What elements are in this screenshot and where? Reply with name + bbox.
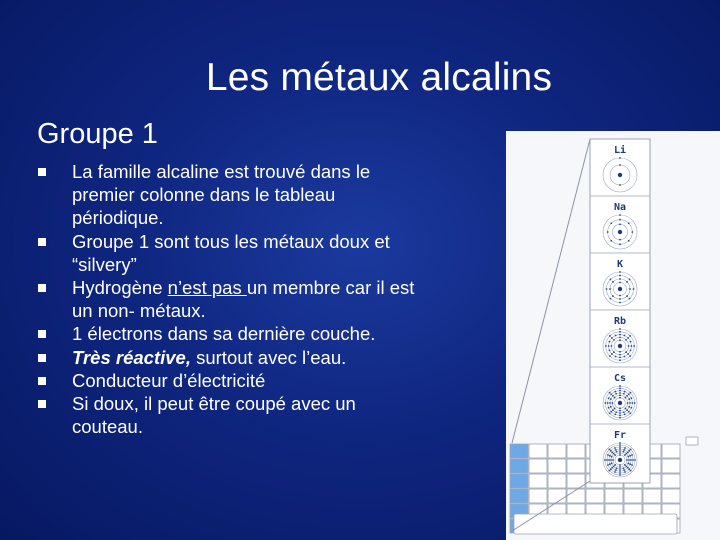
electron-dot bbox=[615, 411, 617, 413]
table-cell bbox=[567, 489, 585, 503]
callout-line bbox=[512, 139, 590, 443]
electron-dot bbox=[628, 468, 630, 470]
bullet-text-before: Hydrogène bbox=[72, 277, 168, 299]
table-cell bbox=[548, 459, 566, 473]
electron-dot bbox=[633, 288, 635, 290]
electron-dot bbox=[629, 355, 631, 357]
electron-dot bbox=[631, 402, 633, 404]
electron-dot bbox=[614, 413, 616, 415]
electron-dot bbox=[626, 459, 628, 461]
group1-cell bbox=[510, 489, 528, 503]
electron-dot bbox=[628, 459, 630, 461]
electron-dot bbox=[611, 463, 613, 465]
table-cell bbox=[567, 444, 585, 458]
electron-dot bbox=[619, 298, 621, 300]
electron-dot bbox=[631, 345, 633, 347]
electron-dot bbox=[623, 393, 625, 395]
nucleus bbox=[618, 287, 622, 291]
electron-dot bbox=[619, 219, 621, 221]
group1-cell bbox=[510, 459, 528, 473]
electron-dot bbox=[611, 402, 613, 404]
element-symbol: Rb bbox=[613, 316, 627, 327]
electron-dot bbox=[619, 468, 621, 470]
electron-dot bbox=[626, 281, 628, 283]
electron-dot bbox=[610, 450, 612, 452]
electron-dot bbox=[630, 448, 632, 450]
electron-dot bbox=[610, 406, 612, 408]
electron-dot bbox=[619, 390, 621, 392]
nucleus bbox=[618, 230, 622, 234]
electron-dot bbox=[619, 351, 621, 353]
electron-dot bbox=[619, 450, 621, 452]
electron-dot bbox=[628, 406, 630, 408]
bullet-item bbox=[38, 276, 428, 322]
electron-dot bbox=[610, 459, 612, 461]
electron-dot bbox=[604, 402, 606, 404]
electron-dot bbox=[627, 467, 629, 469]
electron-dot bbox=[628, 411, 630, 413]
bullet-text: 1 électrons dans sa dernière couche. bbox=[72, 323, 376, 345]
table-cell bbox=[529, 444, 547, 458]
electron-dot bbox=[619, 407, 621, 409]
electron-dot bbox=[610, 468, 612, 470]
electron-dot bbox=[612, 295, 614, 297]
electron-dot bbox=[613, 453, 615, 455]
electron-dot bbox=[609, 335, 611, 337]
electron-dot bbox=[627, 451, 629, 453]
electron-dot bbox=[610, 398, 612, 400]
electron-dot bbox=[609, 392, 611, 394]
electron-dot bbox=[624, 464, 626, 466]
electron-dot bbox=[619, 470, 621, 472]
electron-dot bbox=[609, 355, 611, 357]
electron-dot bbox=[623, 449, 625, 451]
electron-dot bbox=[619, 414, 621, 416]
electron-dot bbox=[619, 385, 621, 387]
electron-dot bbox=[615, 469, 617, 471]
electron-dot bbox=[612, 395, 614, 397]
electron-dot bbox=[632, 459, 634, 461]
table-cell bbox=[624, 489, 642, 503]
table-cell bbox=[529, 459, 547, 473]
table-cell bbox=[586, 489, 604, 503]
electron-dot bbox=[627, 463, 629, 465]
electron-dot bbox=[619, 184, 621, 186]
electron-dot bbox=[610, 222, 612, 224]
electron-dot bbox=[610, 393, 612, 395]
electron-dot bbox=[631, 464, 633, 466]
electron-dot bbox=[611, 467, 613, 469]
electron-dot bbox=[614, 391, 616, 393]
alkali-metals-figure bbox=[506, 131, 720, 540]
electron-dot bbox=[619, 472, 621, 474]
element-symbol: Li bbox=[613, 145, 627, 156]
electron-dot bbox=[609, 349, 611, 351]
electron-dot bbox=[629, 463, 631, 465]
nucleus bbox=[618, 401, 622, 405]
electron-dot bbox=[619, 157, 621, 159]
electron-dot bbox=[619, 337, 621, 339]
electron-dot bbox=[625, 453, 627, 455]
electron-dot bbox=[619, 466, 621, 468]
electron-dot bbox=[619, 357, 621, 359]
electron-dot bbox=[619, 302, 621, 304]
electron-dot bbox=[625, 339, 627, 341]
electron-dot bbox=[619, 295, 621, 297]
electron-dot bbox=[629, 455, 631, 457]
electron-dot bbox=[614, 408, 616, 410]
electron-dot bbox=[608, 345, 610, 347]
electron-dot bbox=[630, 470, 632, 472]
electron-dot bbox=[607, 402, 609, 404]
electron-dot bbox=[615, 335, 617, 337]
element-symbol: Cs bbox=[613, 373, 627, 384]
electron-dot bbox=[619, 474, 621, 476]
electron-dot bbox=[619, 410, 621, 412]
electron-dot bbox=[619, 331, 621, 333]
electron-dot bbox=[610, 298, 612, 300]
electron-dot bbox=[628, 222, 630, 224]
electron-dot bbox=[610, 411, 612, 413]
electron-dot bbox=[609, 463, 611, 465]
table-cell bbox=[548, 489, 566, 503]
electron-dot bbox=[630, 341, 632, 343]
electron-dot bbox=[610, 279, 612, 281]
electron-dot bbox=[625, 351, 627, 353]
electron-dot bbox=[619, 275, 621, 277]
electron-dot bbox=[619, 442, 621, 444]
electron-dot bbox=[619, 239, 621, 241]
electron-dot bbox=[613, 465, 615, 467]
table-cell bbox=[605, 489, 623, 503]
electron-dot bbox=[625, 408, 627, 410]
electron-dot bbox=[619, 444, 621, 446]
electron-dot bbox=[612, 459, 614, 461]
electron-dot bbox=[623, 451, 625, 453]
electron-dot bbox=[627, 402, 629, 404]
electron-dot bbox=[624, 454, 626, 456]
slide-title: Les métaux alcalins bbox=[205, 56, 553, 99]
electron-dot bbox=[627, 456, 629, 458]
electron-dot bbox=[619, 334, 621, 336]
electron-dot bbox=[629, 335, 631, 337]
electron-dot bbox=[609, 288, 611, 290]
table-cell bbox=[686, 437, 698, 445]
electron-dot bbox=[634, 459, 636, 461]
group1-cell bbox=[510, 444, 528, 458]
electron-dot bbox=[615, 356, 617, 358]
electron-dot bbox=[614, 447, 616, 449]
electron-dot bbox=[619, 339, 621, 341]
electron-dot bbox=[623, 467, 625, 469]
electron-dot bbox=[614, 471, 616, 473]
electron-dot bbox=[619, 452, 621, 454]
nucleus bbox=[618, 458, 622, 462]
bullet-text: Conducteur d’électricité bbox=[72, 369, 266, 391]
electron-dot bbox=[619, 412, 621, 414]
bullet-item bbox=[38, 369, 428, 392]
bullet-text-after: un membre car il est un non- métaux. bbox=[72, 277, 415, 322]
electron-dot bbox=[619, 446, 621, 448]
electron-dot bbox=[624, 447, 626, 449]
bohr-models-illustration bbox=[506, 131, 720, 540]
nucleus bbox=[618, 173, 622, 177]
electron-dot bbox=[609, 402, 611, 404]
electron-dot bbox=[619, 223, 621, 225]
electron-dot bbox=[608, 448, 610, 450]
bullet-item bbox=[38, 322, 428, 345]
electron-dot bbox=[628, 345, 630, 347]
bullet-list bbox=[38, 160, 428, 438]
electron-dot bbox=[613, 351, 615, 353]
table-cell bbox=[548, 444, 566, 458]
table-cell bbox=[548, 474, 566, 488]
electron-dot bbox=[605, 345, 607, 347]
electron-dot bbox=[608, 407, 610, 409]
electron-dot bbox=[619, 394, 621, 396]
electron-dot bbox=[628, 450, 630, 452]
electron-dot bbox=[614, 397, 616, 399]
electron-dot bbox=[613, 339, 615, 341]
electron-dot bbox=[612, 281, 614, 283]
table-cell bbox=[662, 474, 680, 488]
table-lanthanide-row bbox=[514, 514, 677, 534]
bullet-text: Groupe 1 sont tous les métaux doux et “silvery” bbox=[72, 230, 390, 275]
electron-dot bbox=[607, 454, 609, 456]
bullet-text: La famille alcaline est trouvé dans le premier colonne dans le tableau périodique. bbox=[72, 161, 371, 229]
electron-dot bbox=[610, 240, 612, 242]
group1-cell bbox=[510, 474, 528, 488]
electron-dot bbox=[615, 393, 617, 395]
electron-dot bbox=[629, 392, 631, 394]
electron-dot bbox=[626, 395, 628, 397]
electron-dot bbox=[619, 392, 621, 394]
electron-dot bbox=[619, 328, 621, 330]
electron-dot bbox=[630, 349, 632, 351]
square-bullet-icon bbox=[38, 284, 46, 292]
electron-dot bbox=[619, 282, 621, 284]
electron-dot bbox=[609, 412, 611, 414]
table-cell bbox=[662, 489, 680, 503]
electron-dot bbox=[619, 417, 621, 419]
electron-dot bbox=[627, 353, 629, 355]
electron-dot bbox=[611, 456, 613, 458]
electron-dot bbox=[629, 279, 631, 281]
electron-dot bbox=[625, 397, 627, 399]
electron-dot bbox=[619, 448, 621, 450]
element-symbol: K bbox=[616, 259, 624, 270]
table-cell bbox=[567, 459, 585, 473]
electron-dot bbox=[604, 459, 606, 461]
electron-dot bbox=[611, 353, 613, 355]
electron-dot bbox=[629, 298, 631, 300]
bullet-text-underlined: n’est pas bbox=[167, 277, 247, 299]
electron-dot bbox=[619, 359, 621, 361]
electron-dot bbox=[609, 455, 611, 457]
bullet-item bbox=[38, 160, 428, 230]
electron-dot bbox=[615, 449, 617, 451]
electron-dot bbox=[630, 397, 632, 399]
bullet-item bbox=[38, 230, 428, 276]
electron-dot bbox=[623, 411, 625, 413]
electron-dot bbox=[630, 407, 632, 409]
electron-dot bbox=[619, 214, 621, 216]
electron-dot bbox=[611, 337, 613, 339]
electron-dot bbox=[631, 454, 633, 456]
electron-dot bbox=[628, 398, 630, 400]
table-cell bbox=[643, 489, 661, 503]
nucleus bbox=[618, 344, 622, 348]
electron-dot bbox=[606, 459, 608, 461]
electron-dot bbox=[619, 243, 621, 245]
electron-dot bbox=[619, 387, 621, 389]
electron-dot bbox=[631, 231, 633, 233]
table-cell bbox=[529, 474, 547, 488]
slide-subtitle: Groupe 1 bbox=[37, 118, 158, 150]
electron-dot bbox=[623, 335, 625, 337]
bullet-text-after: surtout avec l’eau. bbox=[190, 346, 347, 368]
electron-dot bbox=[608, 397, 610, 399]
square-bullet-icon bbox=[38, 168, 46, 176]
electron-dot bbox=[616, 467, 618, 469]
square-bullet-icon bbox=[38, 330, 46, 338]
electron-dot bbox=[619, 397, 621, 399]
electron-dot bbox=[625, 465, 627, 467]
electron-dot bbox=[614, 454, 616, 456]
electron-dot bbox=[623, 469, 625, 471]
electron-dot bbox=[629, 288, 631, 290]
electron-dot bbox=[619, 271, 621, 273]
element-symbol: Na bbox=[613, 202, 627, 213]
electron-dot bbox=[608, 470, 610, 472]
electron-dot bbox=[629, 402, 631, 404]
electron-dot bbox=[633, 345, 635, 347]
electron-dot bbox=[627, 337, 629, 339]
electron-dot bbox=[619, 464, 621, 466]
electron-dot bbox=[619, 164, 621, 166]
electron-dot bbox=[624, 413, 626, 415]
table-cell bbox=[662, 444, 680, 458]
electron-dot bbox=[628, 240, 630, 242]
bullet-text: Si doux, il peut être coupé avec un couteau. bbox=[72, 393, 356, 438]
electron-dot bbox=[624, 471, 626, 473]
electron-dot bbox=[628, 393, 630, 395]
electron-dot bbox=[607, 231, 609, 233]
table-cell bbox=[529, 489, 547, 503]
element-symbol: Fr bbox=[613, 430, 627, 441]
electron-dot bbox=[606, 288, 608, 290]
bullet-item bbox=[38, 346, 428, 369]
table-cell bbox=[662, 459, 680, 473]
bullet-item bbox=[38, 392, 428, 438]
electron-dot bbox=[611, 451, 613, 453]
square-bullet-icon bbox=[38, 377, 46, 385]
square-bullet-icon bbox=[38, 238, 46, 246]
electron-dot bbox=[624, 391, 626, 393]
electron-dot bbox=[623, 356, 625, 358]
electron-dot bbox=[612, 409, 614, 411]
electron-dot bbox=[619, 278, 621, 280]
electron-dot bbox=[609, 341, 611, 343]
electron-dot bbox=[634, 402, 636, 404]
electron-dot bbox=[607, 464, 609, 466]
electron-dot bbox=[608, 459, 610, 461]
electron-dot bbox=[616, 451, 618, 453]
square-bullet-icon bbox=[38, 400, 46, 408]
bullet-text-emphasis: Très réactive, bbox=[72, 346, 191, 368]
electron-dot bbox=[630, 459, 632, 461]
electron-dot bbox=[611, 345, 613, 347]
electron-dot bbox=[614, 464, 616, 466]
electron-dot bbox=[619, 354, 621, 356]
electron-dot bbox=[629, 412, 631, 414]
electron-dot bbox=[626, 409, 628, 411]
electron-dot bbox=[626, 295, 628, 297]
square-bullet-icon bbox=[38, 354, 46, 362]
electron-dot bbox=[619, 454, 621, 456]
